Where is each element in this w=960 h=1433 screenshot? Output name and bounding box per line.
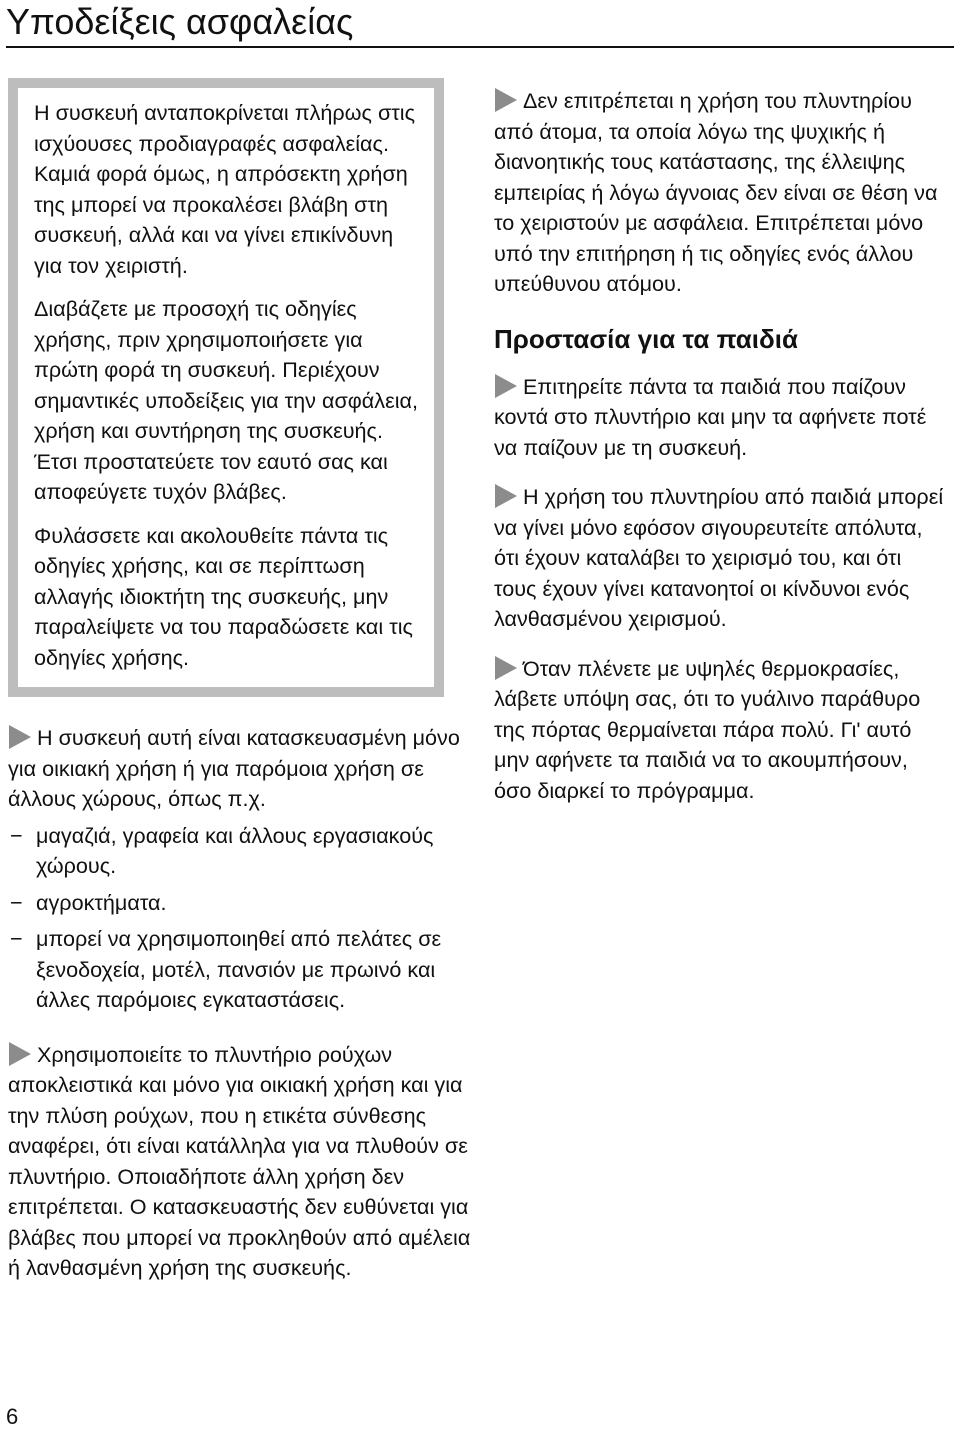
page-title: Υποδείξεις ασφαλείας: [6, 1, 354, 42]
title-underline: [6, 46, 954, 48]
page-number: 6: [6, 1404, 19, 1429]
bullet-restricted-use: [494, 86, 948, 300]
dash-symbol: −: [10, 926, 23, 951]
info-paragraph: Φυλάσσετε και ακολουθείτε πάντα τις οδηγίες χρήσης, και σε περίπτωση αλλαγής ιδιοκτήτη της συσκευής, μην παραλείψετε να του παραδώσετε και τις οδηγίες χρήσης.: [34, 522, 413, 670]
info-paragraph: Η συσκευή ανταποκρίνεται πλήρως στις ισχύουσες προδιαγραφές ασφαλείας. Καμιά φορά όμως, η απρόσεκτη χρήση της μπορεί να προκαλέσει βλάβη στη συσκευή, αλλά και να γίνει επικίνδυνη για τον χειριστή.: [34, 100, 416, 278]
triangle-arrow-icon: [9, 1042, 31, 1066]
triangle-arrow-icon: [495, 656, 517, 680]
bullet-paragraph: [8, 1040, 472, 1284]
info-paragraph: Διαβάζετε με προσοχή τις οδηγίες χρήσης, πριν χρησιμοποιήσετε για πρώτη φορά τη συσκευή. Περιέχουν σημαντικές υποδείξεις για την ασφάλεια, χρήση και συντήρηση της συσκευής. Έτσι προστατεύετε τον εαυτό σας και αποφεύγετε τυχόν βλάβες.: [34, 296, 418, 504]
dash-symbol: −: [10, 889, 23, 915]
bullet-children-hot-glass: [494, 654, 948, 807]
bullet-text: Χρησιμοποιείτε το πλυντήριο ρούχων αποκλειστικά και μόνο για οικιακή χρήση και για την πλύση ρούχων, που η ετικέτα σύνθεσης αναφέρει, ότι είναι κατάλληλα για να πλυθούν σε πλυντήριο. Οποιαδήποτε άλλη χρήση δεν επιτρέπεται. Ο κατασκευαστής δεν ευθύνεται για βλάβες που μπορεί να προκληθούν από αμέλεια ή λανθασμένη χρήση της συσκευής.: [8, 1041, 471, 1280]
dash-item: [8, 888, 472, 919]
dash-item-text: μαγαζιά, γραφεία και άλλους εργασιακούς χώρους.: [36, 822, 434, 878]
dash-item: [8, 924, 472, 1016]
bullet-paragraph: [8, 723, 472, 815]
dash-list: [8, 821, 472, 1016]
dash-item: [8, 821, 472, 882]
dash-item-text: μπορεί να χρησιμοποιηθεί από πελάτες σε ξενοδοχεία, μοτέλ, πανσιόν με πρωινό και άλλες παρόμοιες εγκαταστάσεις.: [36, 926, 442, 1012]
dash-symbol: −: [10, 822, 23, 848]
dash-item-text: αγροκτήματα.: [36, 889, 167, 915]
bullet-children-supervise: [494, 372, 948, 464]
bullet-text: Η χρήση του πλυντηρίου από παιδιά μπορεί να γίνει μόνο εφόσον σιγουρευτείτε απόλυτα, ότι έχουν καταλάβει το χειρισμό του, και ότι τους έχουν γίνει κατανοητοί οι κίνδυνοι ενός λανθασμένου χειρισμού.: [494, 484, 944, 631]
bullet-paragraph: [494, 86, 948, 300]
triangle-arrow-icon: [9, 725, 31, 749]
bullet-household-use: [8, 723, 472, 1016]
bullet-washing-use: [8, 1040, 472, 1284]
left-column: [8, 78, 472, 1303]
triangle-arrow-icon: [495, 374, 517, 398]
bullet-paragraph: [494, 482, 948, 635]
bullet-text: Δεν επιτρέπεται η χρήση του πλυντηρίου από άτομα, τα οποία λόγω της ψυχικής ή διανοητικής τους κατάστασης, της έλλειψης εμπειρίας ή λόγω άγνοιας δεν είναι σε θέση να το χειριστούν με ασφάλεια. Επιτρέπεται μόνο υπό την επιτήρηση ή τις οδηγίες ενός άλλου υπεύθυνου ατόμου.: [494, 88, 938, 296]
bullet-text: Όταν πλένετε με υψηλές θερμοκρασίες, λάβετε υπόψη σας, ότι το γυάλινο παράθυρο της πόρτας θερμαίνεται πάρα πολύ. Γι' αυτό μην αφήνετε τα παιδιά να το ακουμπήσουν, όσο διαρκεί το πρόγραμμα.: [494, 655, 921, 803]
section-heading-children: Προστασία για τα παιδιά: [494, 323, 798, 354]
triangle-arrow-icon: [495, 484, 517, 508]
info-box: [8, 78, 444, 697]
right-column: [494, 86, 948, 825]
bullet-text: Η συσκευή αυτή είναι κατασκευασμένη μόνο για οικιακή χρήση ή για παρόμοια χρήση σε άλλους χώρους, όπως π.χ.: [8, 725, 460, 811]
triangle-arrow-icon: [495, 88, 517, 112]
bullet-paragraph: [494, 654, 948, 807]
bullet-text: Επιτηρείτε πάντα τα παιδιά που παίζουν κοντά στο πλυντήριο και μην τα αφήνετε ποτέ να παίζουν με τη συσκευή.: [494, 373, 927, 460]
bullet-children-use: [494, 482, 948, 635]
bullet-paragraph: [494, 372, 948, 464]
